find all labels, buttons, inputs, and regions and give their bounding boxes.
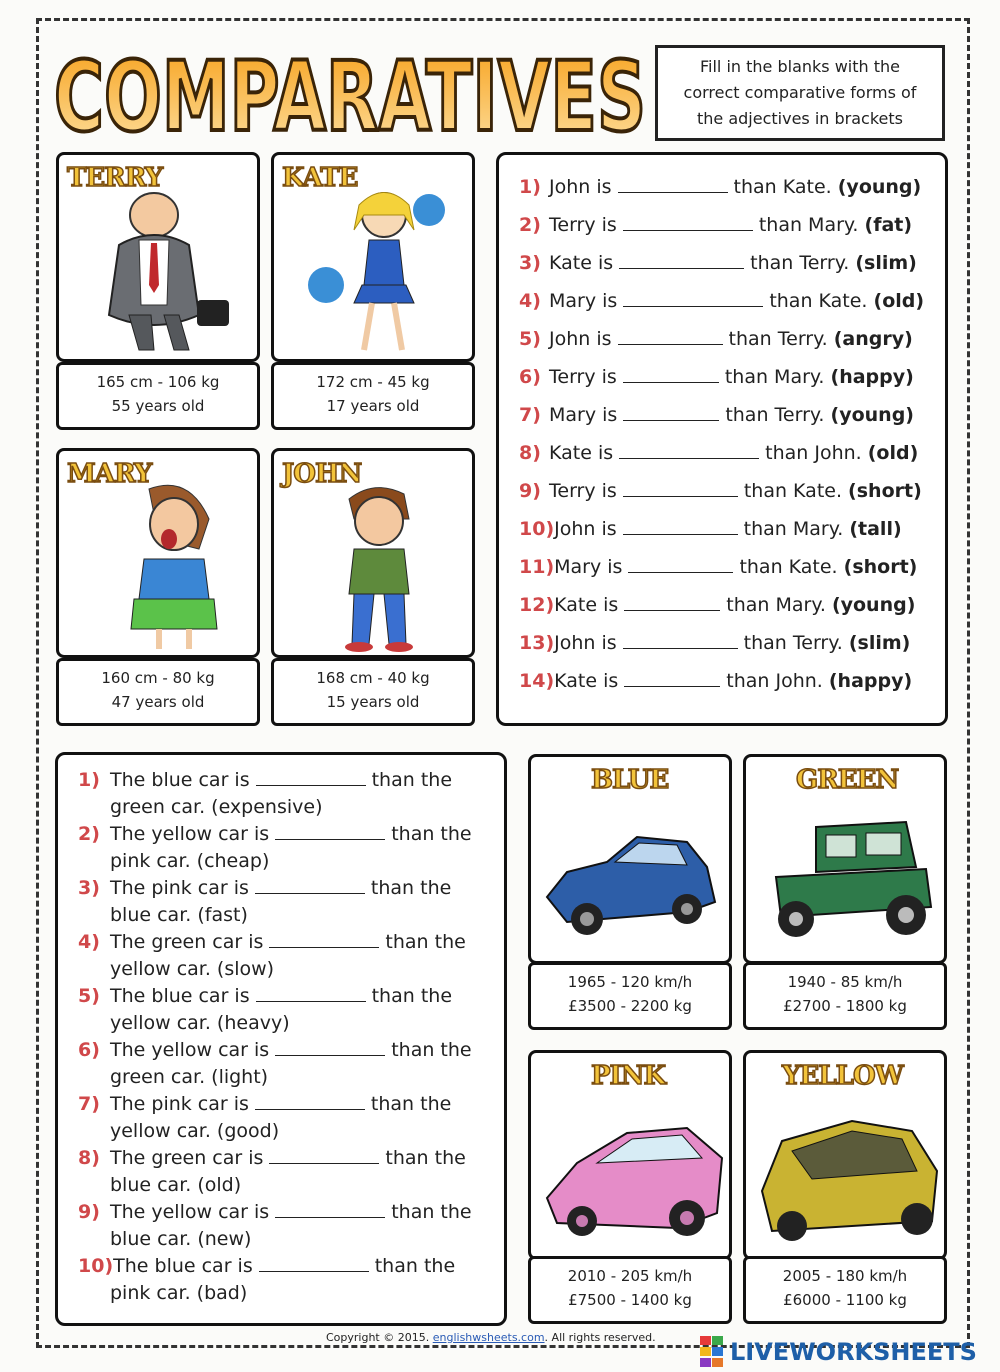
people-question: [519, 176, 921, 198]
mary-illustration: [89, 479, 239, 654]
question-number: 1): [519, 176, 541, 198]
car-price: £6000 - 1100 kg: [783, 1291, 907, 1309]
green-car-illustration: [756, 807, 940, 957]
question-number: 9): [519, 480, 541, 502]
car-question: [78, 875, 498, 929]
question-adjective: (old): [867, 442, 919, 464]
person-card-john: [271, 448, 475, 658]
car-card-blue: [528, 754, 732, 964]
people-question: [519, 366, 914, 388]
question-subject: The green car is: [110, 931, 264, 953]
question-subject: Terry is: [549, 214, 617, 236]
question-adjective: (young): [837, 176, 922, 198]
person-info-mary: [56, 658, 260, 726]
question-rest: than Terry.: [750, 252, 850, 274]
person-name: KATE: [282, 163, 358, 193]
question-rest: than Mary.: [758, 214, 859, 236]
question-adjective: (happy): [828, 670, 913, 692]
car-question: [78, 821, 498, 875]
question-continuation: yellow car. (heavy): [110, 1012, 290, 1034]
blue-car-illustration: [537, 807, 725, 957]
answer-blank[interactable]: [623, 480, 738, 497]
person-info-terry: [56, 362, 260, 430]
copyright-link[interactable]: englishwsheets.com: [432, 1331, 545, 1344]
question-subject: The blue car is: [110, 985, 250, 1007]
people-question: [519, 442, 918, 464]
answer-blank[interactable]: [256, 769, 366, 786]
answer-blank[interactable]: [259, 1255, 369, 1272]
question-number: 7): [519, 404, 541, 426]
question-continuation: yellow car. (good): [110, 1120, 280, 1142]
person-name: MARY: [67, 459, 152, 489]
answer-blank[interactable]: [623, 632, 738, 649]
car-info-pink: [528, 1256, 732, 1324]
question-rest: than John.: [726, 670, 823, 692]
question-rest: than the: [374, 1255, 456, 1277]
car-questions-box: [55, 752, 507, 1326]
answer-blank[interactable]: [624, 670, 720, 687]
question-continuation: yellow car. (slow): [110, 958, 275, 980]
car-question: [78, 1037, 498, 1091]
question-number: 9): [78, 1201, 100, 1223]
car-stats: 1965 - 120 km/h: [567, 973, 693, 991]
person-card-kate: [271, 152, 475, 362]
car-stats: 2010 - 205 km/h: [567, 1267, 693, 1285]
question-continuation: green car. (expensive): [110, 796, 323, 818]
question-subject: The pink car is: [110, 877, 249, 899]
person-card-mary: [56, 448, 260, 658]
car-question: [78, 1145, 498, 1199]
people-question: [519, 328, 913, 350]
car-info-yellow: [743, 1256, 947, 1324]
people-question: [519, 670, 912, 692]
car-price: £3500 - 2200 kg: [568, 997, 692, 1015]
question-rest: than Terry.: [728, 328, 828, 350]
question-adjective: (fat): [864, 214, 913, 236]
question-continuation: green car. (light): [110, 1066, 269, 1088]
answer-blank[interactable]: [623, 404, 719, 421]
question-subject: The yellow car is: [110, 1201, 270, 1223]
answer-blank[interactable]: [256, 985, 366, 1002]
question-rest: than the: [385, 931, 466, 953]
question-rest: than Mary.: [724, 366, 825, 388]
question-rest: than Kate.: [769, 290, 868, 312]
question-number: 10): [519, 518, 555, 540]
question-adjective: (slim): [848, 632, 911, 654]
question-subject: Kate is: [549, 252, 614, 274]
car-name: GREEN: [796, 765, 899, 795]
question-subject: Mary is: [549, 404, 618, 426]
answer-blank[interactable]: [623, 518, 738, 535]
car-info-green: [743, 962, 947, 1030]
question-number: 8): [78, 1147, 100, 1169]
question-subject: The green car is: [110, 1147, 264, 1169]
answer-blank[interactable]: [255, 1093, 365, 1110]
question-rest: than John.: [765, 442, 862, 464]
question-number: 4): [78, 931, 100, 953]
question-number: 4): [519, 290, 541, 312]
copyright-suffix: . All rights reserved.: [544, 1331, 656, 1344]
car-stats: 1940 - 85 km/h: [787, 973, 903, 991]
question-rest: than Mary.: [726, 594, 826, 616]
car-question: [78, 1091, 498, 1145]
question-rest: than Kate.: [733, 176, 832, 198]
people-question: [519, 404, 914, 426]
question-subject: The yellow car is: [110, 1039, 270, 1061]
question-rest: than the: [370, 1093, 452, 1115]
person-card-terry: [56, 152, 260, 362]
people-question: [519, 480, 922, 502]
question-rest: than the: [391, 1039, 472, 1061]
copyright-notice: [326, 1331, 656, 1344]
question-adjective: (short): [848, 480, 922, 502]
question-adjective: (old): [873, 290, 925, 312]
person-age: 55 years old: [111, 397, 205, 415]
people-questions-box: [496, 152, 948, 726]
question-rest: than the: [371, 769, 453, 791]
question-rest: than the: [385, 1147, 466, 1169]
question-number: 10): [78, 1255, 114, 1277]
car-price: £2700 - 1800 kg: [783, 997, 907, 1015]
question-subject: John is: [554, 632, 617, 654]
person-age: 47 years old: [111, 693, 205, 711]
car-stats: 2005 - 180 km/h: [782, 1267, 908, 1285]
question-number: 5): [78, 985, 100, 1007]
people-question: [519, 556, 917, 578]
question-rest: than Kate.: [739, 556, 838, 578]
question-number: 7): [78, 1093, 100, 1115]
question-subject: John is: [554, 518, 617, 540]
person-age: 15 years old: [326, 693, 420, 711]
instructions-line: Fill in the blanks with the: [700, 57, 900, 76]
person-stats: 168 cm - 40 kg: [316, 669, 430, 687]
car-question: [78, 983, 498, 1037]
answer-blank[interactable]: [623, 290, 763, 307]
question-subject: The blue car is: [113, 1255, 253, 1277]
question-subject: John is: [549, 328, 612, 350]
page-title: [50, 30, 650, 150]
question-continuation: blue car. (old): [110, 1174, 242, 1196]
question-number: 3): [519, 252, 541, 274]
instructions-box: [655, 45, 945, 141]
pink-car-illustration: [537, 1103, 727, 1253]
kate-illustration: [304, 185, 454, 360]
question-number: 8): [519, 442, 541, 464]
question-subject: Mary is: [549, 290, 618, 312]
question-continuation: blue car. (new): [110, 1228, 252, 1250]
john-illustration: [314, 479, 444, 654]
person-info-john: [271, 658, 475, 726]
question-number: 5): [519, 328, 541, 350]
question-number: 6): [519, 366, 541, 388]
answer-blank[interactable]: [269, 931, 379, 948]
people-question: [519, 252, 917, 274]
car-name: BLUE: [591, 765, 669, 795]
people-question: [519, 518, 902, 540]
car-name: YELLOW: [782, 1061, 903, 1091]
liveworksheets-text: LIVEWORKSHEETS: [730, 1338, 977, 1366]
liveworksheets-logo[interactable]: [700, 1334, 977, 1370]
question-adjective: (tall): [849, 518, 902, 540]
question-subject: Mary is: [554, 556, 623, 578]
question-number: 3): [78, 877, 100, 899]
car-card-pink: [528, 1050, 732, 1260]
question-number: 11): [519, 556, 555, 578]
question-rest: than Terry.: [725, 404, 825, 426]
copyright-prefix: Copyright © 2015.: [326, 1331, 433, 1344]
question-number: 6): [78, 1039, 100, 1061]
instructions-line: correct comparative forms of: [683, 83, 917, 102]
person-name: TERRY: [67, 163, 163, 193]
car-card-green: [743, 754, 947, 964]
yellow-car-illustration: [752, 1101, 944, 1256]
answer-blank[interactable]: [623, 366, 719, 383]
question-subject: John is: [549, 176, 612, 198]
title-text: COMPARATIVES: [54, 41, 646, 150]
question-rest: than Kate.: [743, 480, 842, 502]
person-age: 17 years old: [326, 397, 420, 415]
people-question: [519, 290, 924, 312]
answer-blank[interactable]: [275, 1201, 385, 1218]
car-question: [78, 1253, 498, 1307]
question-subject: The blue car is: [110, 769, 250, 791]
answer-blank[interactable]: [255, 877, 365, 894]
instructions-line: the adjectives in brackets: [697, 109, 903, 128]
people-question: [519, 214, 912, 236]
question-rest: than the: [391, 1201, 472, 1223]
person-name: JOHN: [282, 459, 362, 489]
question-number: 12): [519, 594, 555, 616]
question-number: 14): [519, 670, 555, 692]
answer-blank[interactable]: [628, 556, 733, 573]
question-rest: than Mary.: [743, 518, 844, 540]
terry-illustration: [79, 185, 249, 355]
answer-blank[interactable]: [623, 214, 753, 231]
question-continuation: pink car. (bad): [110, 1282, 248, 1304]
question-subject: The pink car is: [110, 1093, 249, 1115]
answer-blank[interactable]: [275, 1039, 385, 1056]
answer-blank[interactable]: [269, 1147, 379, 1164]
answer-blank[interactable]: [618, 176, 728, 193]
question-number: 2): [78, 823, 100, 845]
question-rest: than Terry.: [743, 632, 843, 654]
question-adjective: (young): [831, 594, 916, 616]
question-subject: Kate is: [554, 670, 619, 692]
question-adjective: (happy): [830, 366, 914, 388]
question-continuation: blue car. (fast): [110, 904, 248, 926]
person-stats: 160 cm - 80 kg: [101, 669, 215, 687]
question-number: 1): [78, 769, 100, 791]
question-adjective: (slim): [855, 252, 917, 274]
answer-blank[interactable]: [618, 328, 723, 345]
question-adjective: (angry): [833, 328, 913, 350]
question-adjective: (short): [843, 556, 918, 578]
car-question: [78, 767, 498, 821]
car-price: £7500 - 1400 kg: [568, 1291, 692, 1309]
question-number: 13): [519, 632, 555, 654]
person-stats: 172 cm - 45 kg: [316, 373, 430, 391]
question-subject: Terry is: [549, 366, 617, 388]
car-card-yellow: [743, 1050, 947, 1260]
question-number: 2): [519, 214, 541, 236]
answer-blank[interactable]: [624, 594, 720, 611]
car-question: [78, 929, 498, 983]
answer-blank[interactable]: [619, 442, 759, 459]
car-question: [78, 1199, 498, 1253]
question-subject: The yellow car is: [110, 823, 270, 845]
question-rest: than the: [391, 823, 472, 845]
person-stats: 165 cm - 106 kg: [96, 373, 220, 391]
question-adjective: (young): [830, 404, 914, 426]
question-subject: Terry is: [549, 480, 617, 502]
car-name: PINK: [591, 1061, 666, 1091]
question-continuation: pink car. (cheap): [110, 850, 270, 872]
question-rest: than the: [371, 985, 453, 1007]
answer-blank[interactable]: [619, 252, 744, 269]
people-question: [519, 632, 910, 654]
question-subject: Kate is: [554, 594, 619, 616]
car-info-blue: [528, 962, 732, 1030]
person-info-kate: [271, 362, 475, 430]
liveworksheets-icon: [700, 1336, 724, 1368]
question-subject: Kate is: [549, 442, 614, 464]
people-question: [519, 594, 915, 616]
answer-blank[interactable]: [275, 823, 385, 840]
question-rest: than the: [370, 877, 452, 899]
